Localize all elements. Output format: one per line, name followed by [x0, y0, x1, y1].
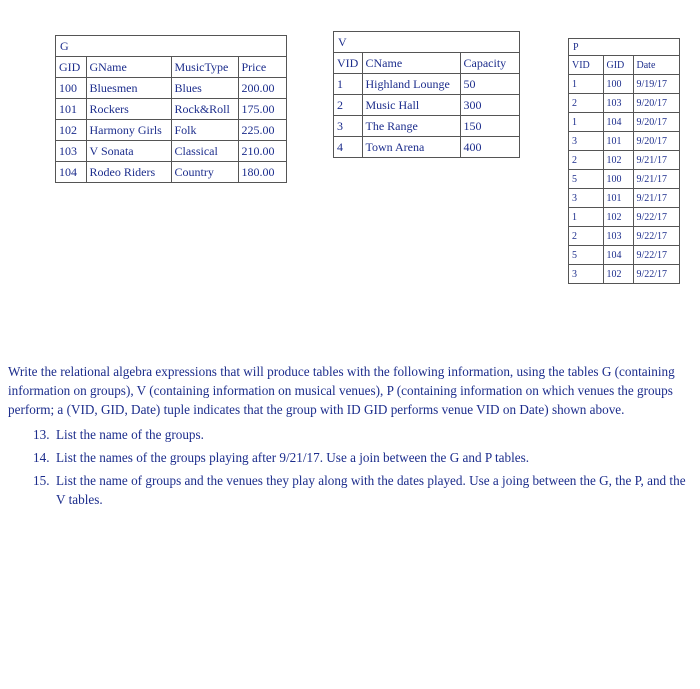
table-row	[334, 95, 519, 116]
table-cell: Rodeo Riders	[86, 162, 171, 183]
column-header: CName	[362, 53, 460, 74]
table-row	[569, 75, 679, 94]
question-list	[8, 425, 692, 509]
table-cell: 101	[603, 132, 633, 151]
table-name: G	[56, 36, 286, 57]
table-cell: 5	[569, 170, 603, 189]
table-cell: 180.00	[241, 164, 275, 179]
table-cell: 101	[56, 99, 86, 120]
question-number: 14.	[33, 450, 50, 465]
table-cell: Town Arena	[362, 137, 460, 158]
column-header: Capacity	[460, 53, 519, 74]
table-cell: 300	[460, 95, 519, 116]
table-g	[55, 35, 287, 183]
table-cell: The Range	[362, 116, 460, 137]
question-number: 13.	[33, 427, 50, 442]
table-cell: 9/21/17	[633, 189, 679, 208]
table-cell: 2	[569, 94, 603, 113]
table-cell: 102	[603, 151, 633, 170]
table-cell: Rock&Roll	[171, 99, 238, 120]
table-cell: 9/20/17	[633, 113, 679, 132]
question-text: List the name of groups and the venues they play along with the dates played. Use a joing between the G, the P, and the V tables.	[56, 473, 686, 507]
table-cell: 103	[56, 141, 86, 162]
table-row	[569, 94, 679, 113]
table-cell: Classical	[171, 141, 238, 162]
table-cell: 100	[603, 170, 633, 189]
table-cell: Highland Lounge	[362, 74, 460, 95]
table-cell: 9/22/17	[633, 208, 679, 227]
table-row	[569, 246, 679, 265]
table-cell: 9/19/17	[633, 75, 679, 94]
column-header: GID	[603, 56, 633, 75]
table-cell: 9/22/17	[633, 246, 679, 265]
table-row	[56, 141, 286, 162]
table-cell: 3	[569, 189, 603, 208]
table-cell: 9/20/17	[633, 94, 679, 113]
table-p	[568, 38, 680, 284]
question-number: 15.	[33, 473, 50, 488]
table-cell: V Sonata	[86, 141, 171, 162]
header-row	[56, 57, 286, 78]
table-row	[334, 74, 519, 95]
question-item	[8, 471, 692, 509]
table-cell: Rockers	[86, 99, 171, 120]
table-cell: 100	[56, 78, 86, 99]
table-row	[56, 78, 286, 99]
column-header: Price	[238, 57, 286, 78]
table-cell: Bluesmen	[86, 78, 171, 99]
table-cell: 9/21/17	[633, 151, 679, 170]
table-row	[569, 132, 679, 151]
column-header: Date	[633, 56, 679, 75]
table-row	[334, 137, 519, 158]
table-cell: 1	[334, 74, 362, 95]
question-item	[8, 425, 692, 444]
table-cell: 3	[334, 116, 362, 137]
table-row	[569, 113, 679, 132]
table-cell: 4	[334, 137, 362, 158]
table-cell: 225.00	[238, 120, 286, 141]
column-header: GID	[56, 57, 86, 78]
column-header: MusicType	[171, 57, 238, 78]
instructions-paragraph: Write the relational algebra expressions that will produce tables with the following information, using the tables G (containing information on groups), V (containing information on musical venues), P (containing information on which venues the groups perform; a (VID, GID, Date) tuple indicates that the group with ID GID performs venue VID on Date) shown above.	[8, 364, 675, 417]
table-row	[56, 120, 286, 141]
table-name: P	[569, 39, 679, 56]
table-cell: 2	[569, 151, 603, 170]
table-cell: Blues	[171, 78, 238, 99]
table-cell: 1	[569, 208, 603, 227]
table-cell: 102	[603, 265, 633, 284]
table-cell: Music Hall	[362, 95, 460, 116]
column-header: GName	[86, 57, 171, 78]
table-row	[569, 189, 679, 208]
table-row	[569, 170, 679, 189]
table-cell: Country	[171, 162, 238, 183]
table-cell: 5	[569, 246, 603, 265]
table-row	[569, 151, 679, 170]
table-cell: 101	[603, 189, 633, 208]
table-cell: 1	[569, 75, 603, 94]
table-cell: 104	[56, 162, 86, 183]
column-header: VID	[334, 53, 362, 74]
table-cell: Folk	[171, 120, 238, 141]
table-cell: Harmony Girls	[86, 120, 171, 141]
table-cell: 210.00	[238, 141, 286, 162]
table-cell: 150	[460, 116, 519, 137]
question-text: List the names of the groups playing after 9/21/17. Use a join between the G and P tables.	[56, 450, 530, 465]
instructions-block	[8, 362, 692, 513]
header-row	[334, 53, 519, 74]
header-row	[569, 56, 679, 75]
table-cell: 2	[334, 95, 362, 116]
table-cell: 3	[569, 265, 603, 284]
table-name: V	[334, 32, 519, 53]
table-row	[334, 116, 519, 137]
table-cell: 102	[603, 208, 633, 227]
table-cell: 400	[463, 139, 482, 154]
question-item	[8, 448, 692, 467]
column-header: VID	[569, 56, 603, 75]
table-row	[569, 208, 679, 227]
table-cell: 3	[569, 132, 603, 151]
table-cell: 103	[603, 94, 633, 113]
table-cell: 9/20/17	[633, 132, 679, 151]
table-cell: 100	[603, 75, 633, 94]
table-cell: 102	[56, 120, 86, 141]
table-row	[569, 265, 679, 284]
table-cell: 104	[603, 246, 633, 265]
table-cell: 104	[603, 113, 633, 132]
table-row	[569, 227, 679, 246]
table-cell: 9/22/17	[633, 227, 679, 246]
table-cell: 2	[569, 227, 603, 246]
question-text: List the name of the groups.	[56, 427, 204, 442]
table-cell: 9/21/17	[633, 170, 679, 189]
table-cell: 1	[569, 113, 603, 132]
table-cell: 175.00	[238, 99, 286, 120]
table-row	[56, 99, 286, 120]
table-cell: 103	[603, 227, 633, 246]
table-cell: 200.00	[238, 78, 286, 99]
table-cell: 9/22/17	[636, 268, 668, 280]
table-cell: 50	[460, 74, 519, 95]
table-v	[333, 31, 520, 158]
table-row	[56, 162, 286, 183]
